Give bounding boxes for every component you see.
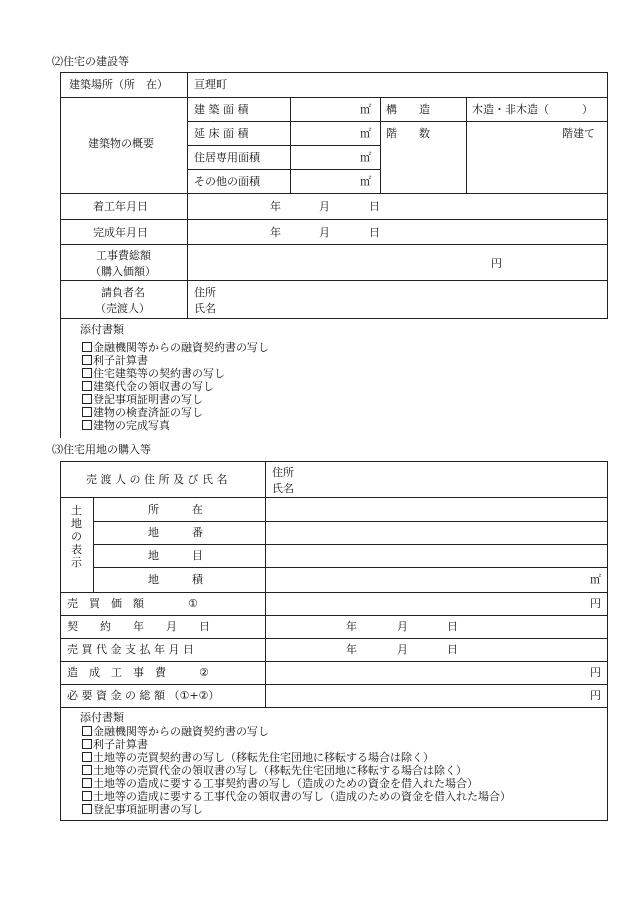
- date-month: 月: [319, 226, 330, 239]
- structure-value: 木造・非木造（ ）: [472, 103, 593, 116]
- construction-cost-label: 造 成 工 事 費 ②: [67, 666, 209, 679]
- contractor-name-label: 氏名: [194, 302, 216, 315]
- unit-m2: ㎡: [360, 151, 371, 164]
- floors-value: 階建て: [562, 127, 595, 140]
- land-display-label: 土地の表示: [71, 504, 82, 569]
- unit-yen: 円: [491, 257, 502, 270]
- checkbox[interactable]: [82, 726, 92, 736]
- unit-m2: ㎡: [360, 175, 371, 188]
- checkbox[interactable]: [82, 420, 92, 430]
- contractor-label: 請負者名: [101, 286, 145, 299]
- cost-label-sub: （購入価額）: [90, 265, 156, 278]
- unit-yen: 円: [590, 597, 601, 610]
- area-row-building: 建 築 面 積: [194, 103, 249, 116]
- attachment-item: 建物の検査済証の写し: [82, 407, 203, 418]
- date-day: 日: [447, 643, 458, 656]
- attachment-item: 利子計算書: [82, 355, 148, 366]
- seller-name-label: 氏名: [272, 482, 294, 495]
- attachment-item: 登記事項証明書の写し: [82, 394, 203, 405]
- cost-label: 工事費総額: [96, 249, 151, 262]
- checkbox[interactable]: [82, 381, 92, 391]
- section3-heading: ⑶住宅用地の購入等: [52, 443, 151, 456]
- attachment-item: 土地等の造成に要する工事契約書の写し（造成のための資金を借入れた場合）: [82, 778, 478, 789]
- sale-price-label: 売 買 価 額 ①: [67, 597, 198, 610]
- attachment-item: 利子計算書: [82, 739, 148, 750]
- checkbox[interactable]: [82, 368, 92, 378]
- attachment-item: 金融機関等からの融資契約書の写し: [82, 726, 269, 737]
- date-day: 日: [369, 200, 380, 213]
- attachment-item: 土地等の売買代金の領収書の写し（移転先住宅団地に移転する場合は除く）: [82, 765, 467, 776]
- location-label: 建築場所（所 在）: [69, 78, 168, 91]
- checkbox[interactable]: [82, 752, 92, 762]
- section2-heading: ⑵住宅の建設等: [52, 55, 129, 68]
- structure-label: 構 造: [386, 103, 430, 116]
- land-row-lot-number: 地 番: [148, 526, 203, 539]
- contract-date-label: 契 約 年 月 日: [67, 620, 210, 633]
- land-row-category: 地 目: [148, 549, 203, 562]
- area-row-floor: 延 床 面 積: [194, 127, 249, 140]
- seller-label: 売 渡 人 の 住 所 及 び 氏 名: [86, 473, 228, 486]
- date-day: 日: [369, 226, 380, 239]
- land-row-area: 地 積: [148, 573, 203, 586]
- attachments-title: 添付書類: [80, 711, 124, 724]
- date-month: 月: [397, 620, 408, 633]
- area-row-other: その他の面積: [194, 175, 260, 188]
- overview-label: 建築物の概要: [88, 137, 154, 150]
- checkbox[interactable]: [82, 739, 92, 749]
- contractor-label-sub: （売渡人）: [95, 302, 150, 315]
- checkbox[interactable]: [82, 394, 92, 404]
- date-year: 年: [346, 643, 357, 656]
- attachment-item: 住宅建築等の契約書の写し: [82, 368, 225, 379]
- checkbox[interactable]: [82, 765, 92, 775]
- area-row-residential: 住居専用面積: [194, 151, 260, 164]
- total-label: 必 要 資 金 の 総 額 （①+②）: [67, 689, 220, 702]
- unit-yen: 円: [590, 666, 601, 679]
- unit-m2: ㎡: [590, 573, 601, 586]
- floors-label: 階 数: [386, 127, 430, 140]
- date-month: 月: [397, 643, 408, 656]
- attachments-title: 添付書類: [80, 323, 124, 336]
- attachment-item: 建物の完成写真: [82, 420, 170, 431]
- checkbox[interactable]: [82, 407, 92, 417]
- checkbox[interactable]: [82, 778, 92, 788]
- date-year: 年: [346, 620, 357, 633]
- date-year: 年: [270, 200, 281, 213]
- payment-date-label: 売 買 代 金 支 払 年 月 日: [67, 643, 194, 656]
- checkbox[interactable]: [82, 791, 92, 801]
- unit-m2: ㎡: [360, 127, 371, 140]
- checkbox[interactable]: [82, 342, 92, 352]
- contractor-address-label: 住所: [194, 286, 216, 299]
- completion-date-label: 完成年月日: [93, 226, 148, 239]
- seller-address-label: 住所: [272, 466, 294, 479]
- attachment-item: 土地等の売買契約書の写し（移転先住宅団地に移転する場合は除く）: [82, 752, 434, 763]
- attachment-item: 建築代金の領収書の写し: [82, 381, 214, 392]
- attachment-item: 金融機関等からの融資契約書の写し: [82, 342, 269, 353]
- unit-m2: ㎡: [360, 103, 371, 116]
- date-day: 日: [447, 620, 458, 633]
- location-value: 亘理町: [194, 78, 227, 91]
- attachment-item: 登記事項証明書の写し: [82, 804, 203, 815]
- checkbox[interactable]: [82, 804, 92, 814]
- land-row-location: 所 在: [148, 503, 203, 516]
- date-year: 年: [270, 226, 281, 239]
- checkbox[interactable]: [82, 355, 92, 365]
- start-date-label: 着工年月日: [93, 200, 148, 213]
- date-month: 月: [319, 200, 330, 213]
- attachment-item: 土地等の造成に要する工事代金の領収書の写し（造成のための資金を借入れた場合）: [82, 791, 511, 802]
- unit-yen: 円: [590, 689, 601, 702]
